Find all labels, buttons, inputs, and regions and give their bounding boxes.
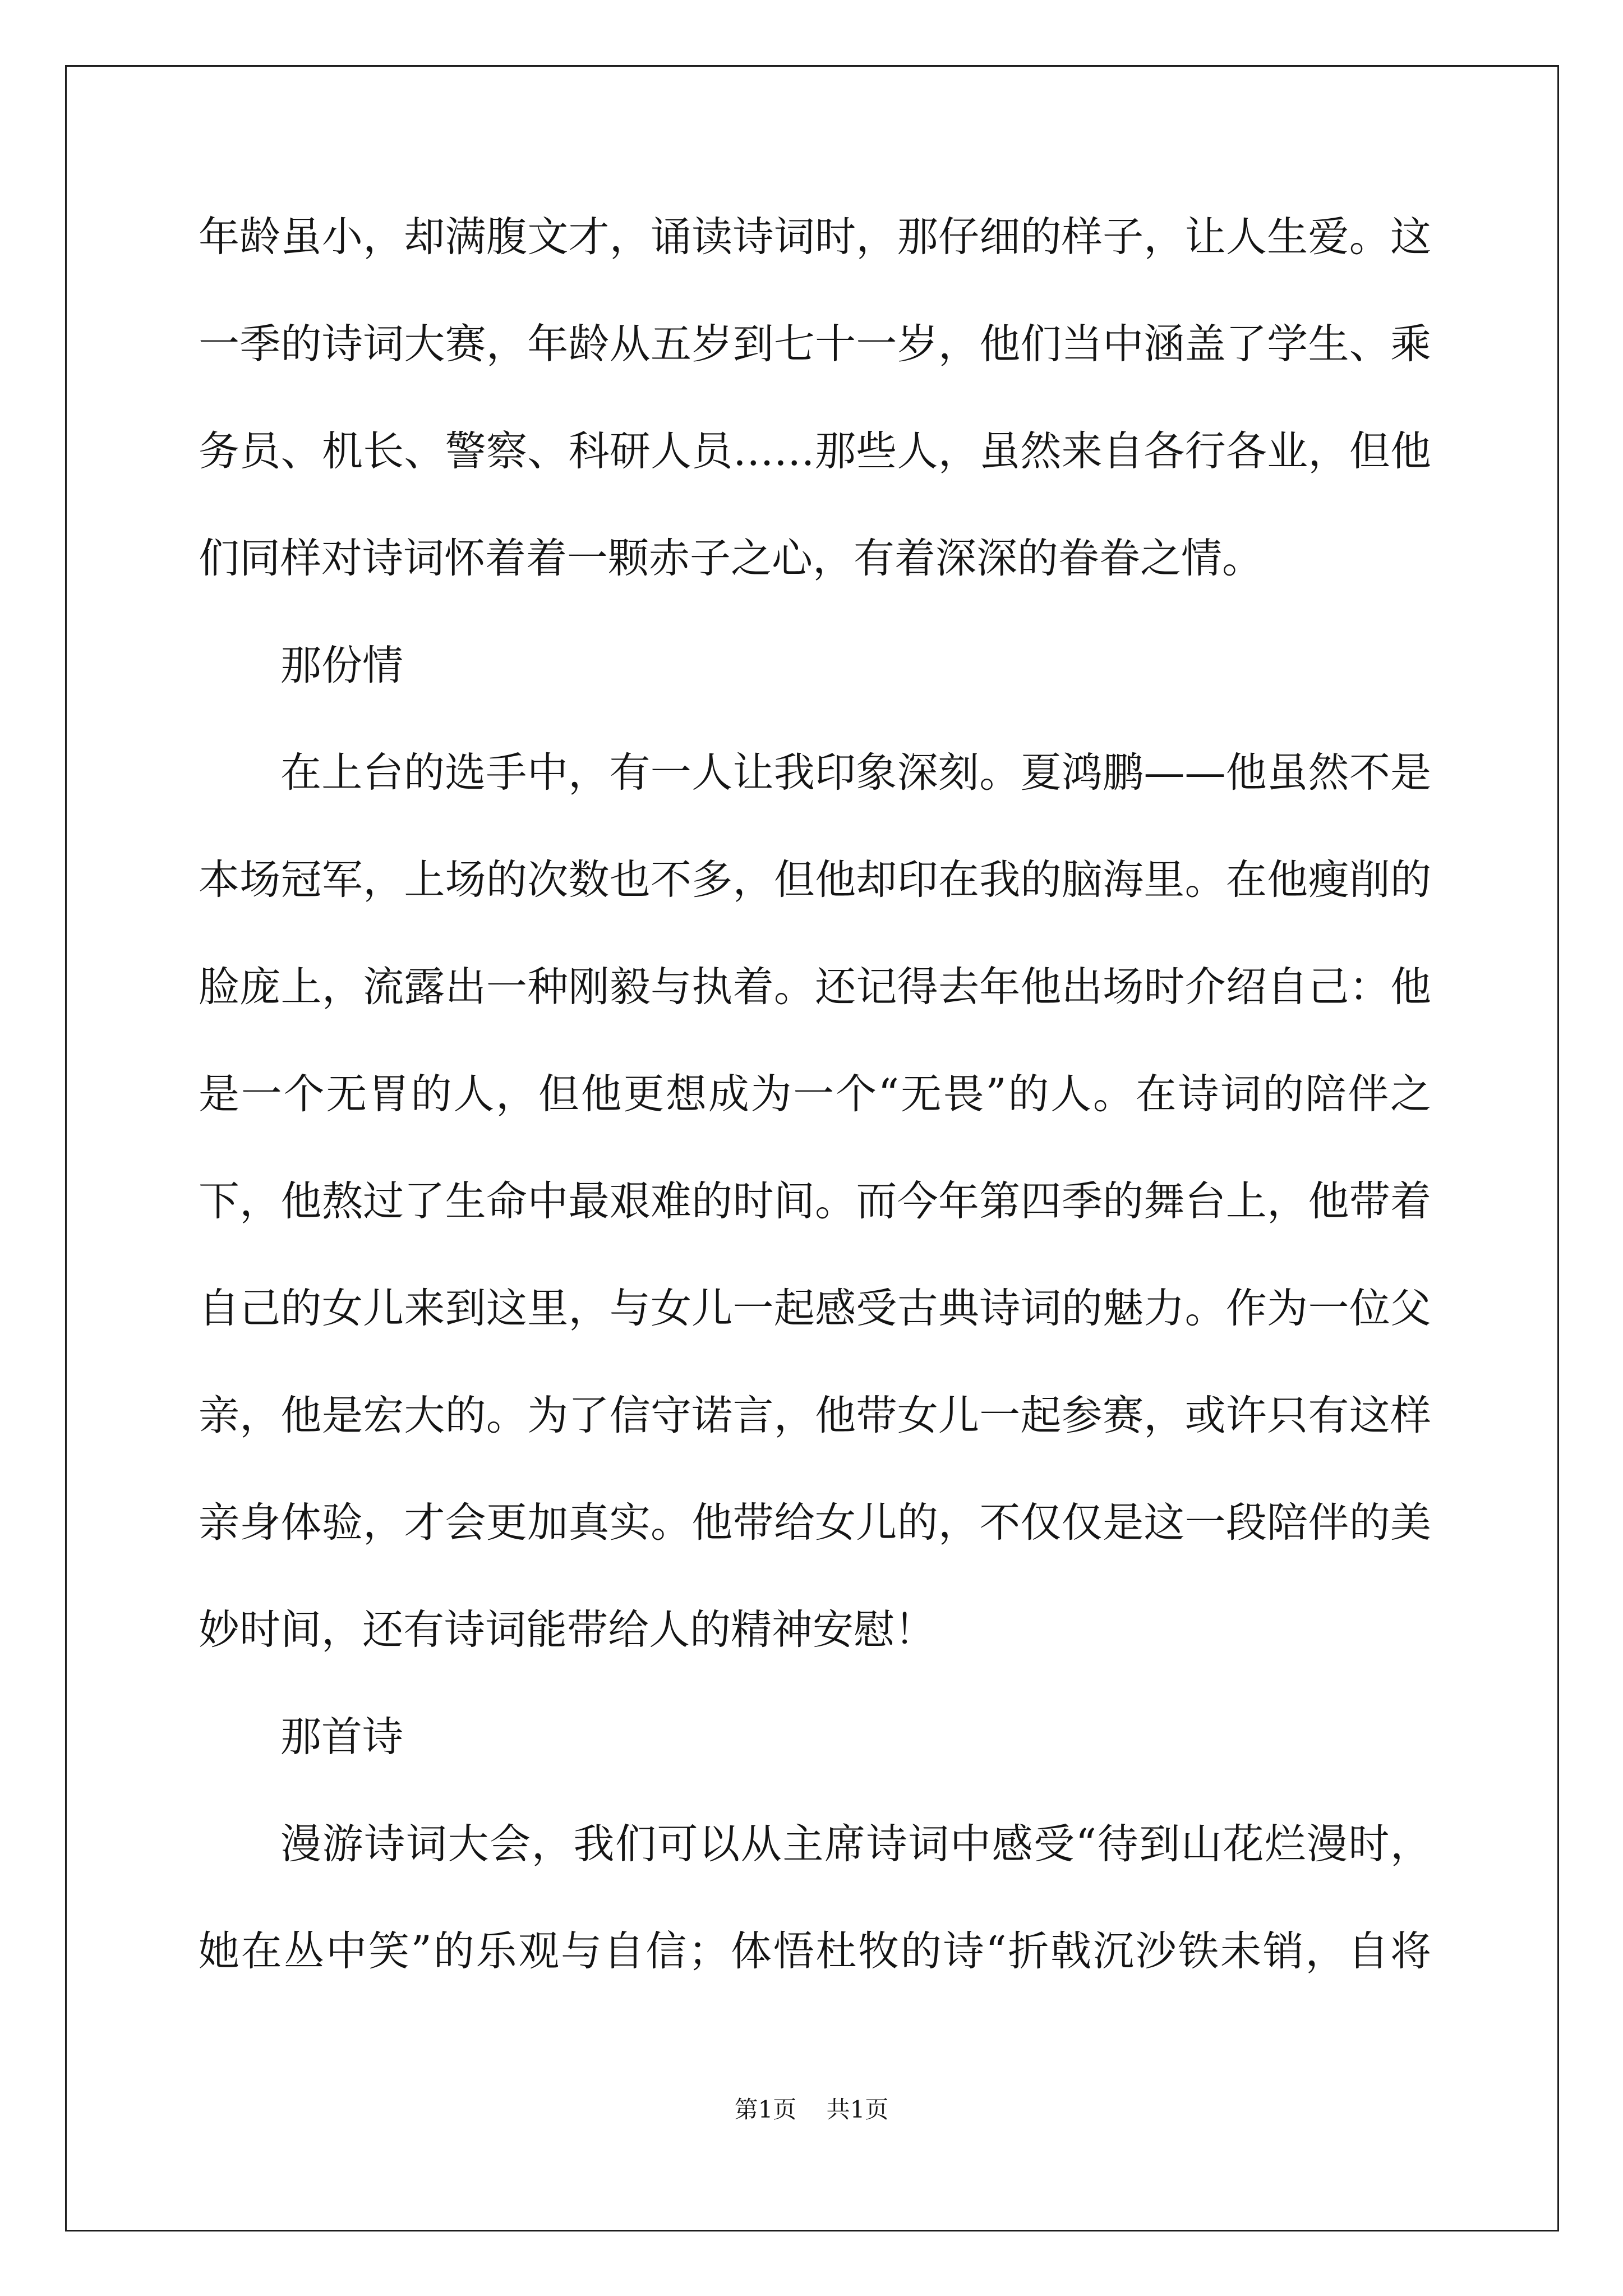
text-line [199,427,1431,538]
text-line [199,1392,1431,1502]
text-line [199,535,1431,645]
text-line [199,856,1431,967]
text-line-content: 她在丛中笑”的乐观与自信；体悟杜牧的诗“折戟沉沙铁未销，自将 [199,1927,1431,1975]
text-line [199,1499,1431,1609]
text-line-content: 亲身体验，才会更加真实。他带给女儿的，不仅仅是这一段陪伴的美 [199,1499,1431,1547]
text-line-content: 本场冠军，上场的次数也不多，但他却印在我的脑海里。在他瘦削的 [199,856,1431,904]
text-line [199,749,1431,859]
text-line [199,1285,1431,1395]
document-body [199,213,1431,2038]
section-heading [199,1713,1431,1824]
section-heading-text: 那份情 [280,642,403,689]
text-line-content: 亲，他是宏大的。为了信守诺言，他带女儿一起参赛，或许只有这样 [199,1392,1431,1439]
text-line-content: 漫游诗词大会，我们可以从主席诗词中感受“待到山花烂漫时， [280,1820,1431,1868]
text-line-content: 年龄虽小，却满腹文才，诵读诗词时，那仔细的样子，让人生爱。这 [199,213,1431,261]
text-line-content: 们同样对诗词怀着着一颗赤子之心，有着深深的眷眷之情。 [199,535,1263,582]
text-line-content: 脸庞上，流露出一种刚毅与执着。还记得去年他出场时介绍自己：他 [199,963,1431,1011]
text-line-content: 在上台的选手中，有一人让我印象深刻。夏鸿鹏——他虽然不是 [280,749,1431,797]
text-line [199,1070,1431,1181]
page-number-footer: 第1页 共1页 [734,2096,889,2123]
text-line-content: 妙时间，还有诗词能带给人的精神安慰！ [199,1606,935,1654]
text-line [199,1177,1431,1288]
text-line [199,1820,1431,1931]
text-line-content: 务员、机长、警察、科研人员……那些人，虽然来自各行各业，但他 [199,427,1431,475]
text-line-content: 自己的女儿来到这里，与女儿一起感受古典诗词的魅力。作为一位父 [199,1285,1431,1332]
text-line-content: 是一个无胃的人，但他更想成为一个“无畏”的人。在诗词的陪伴之 [199,1070,1431,1118]
text-line-content: 一季的诗词大赛，年龄从五岁到七十一岁，他们当中涵盖了学生、乘 [199,320,1431,368]
section-heading [199,642,1431,752]
text-line-content: 下，他熬过了生命中最艰难的时间。而今年第四季的舞台上，他带着 [199,1177,1431,1225]
text-line [199,1606,1431,1717]
text-line [199,320,1431,431]
text-line [199,213,1431,324]
section-heading-text: 那首诗 [280,1713,403,1761]
text-line [199,1927,1431,2038]
text-line [199,963,1431,1074]
